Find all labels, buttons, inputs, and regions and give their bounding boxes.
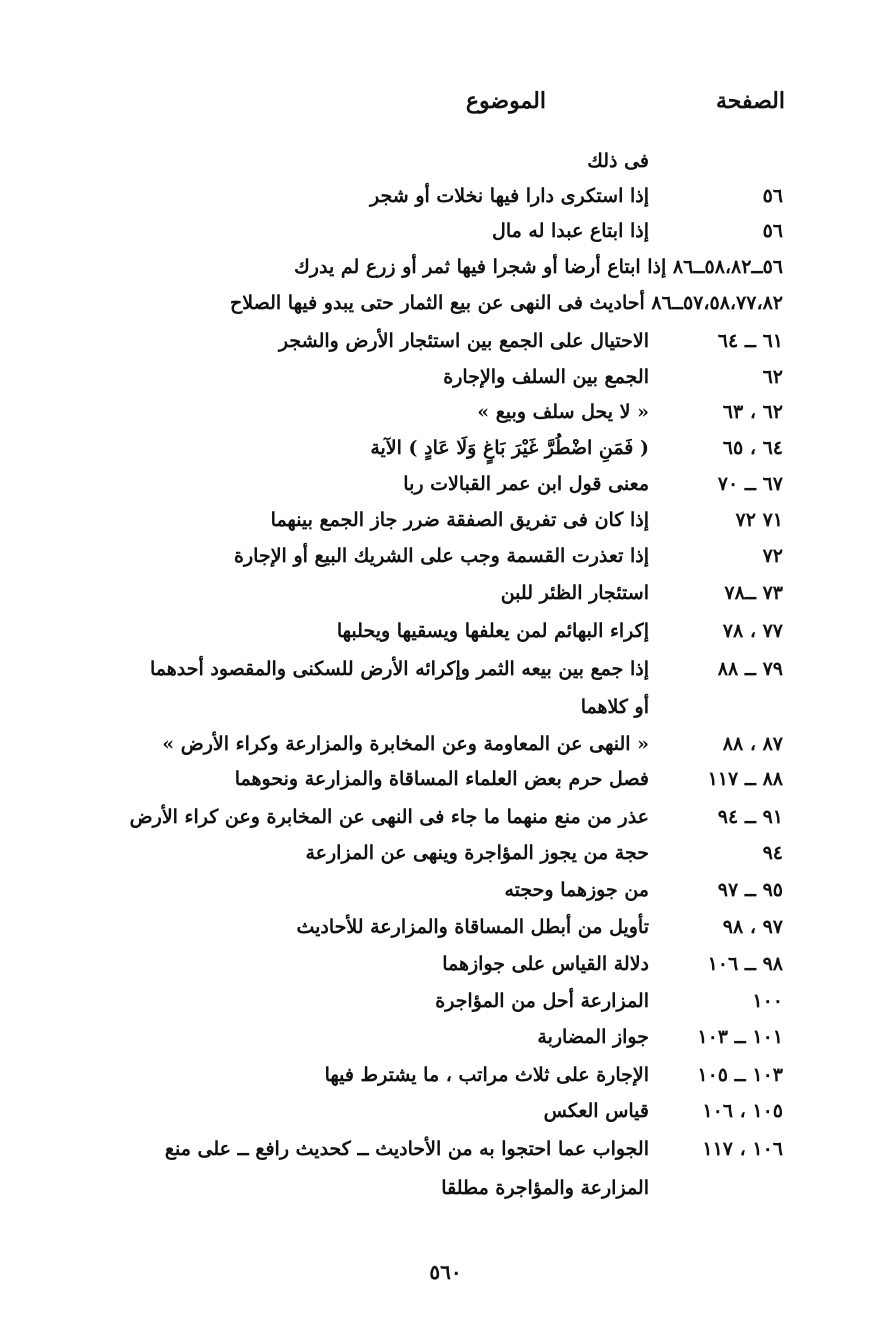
index-row: ٧٢ إذا تعذرت القسمة وجب على الشريك البيع أو الإجارة xyxy=(234,545,783,567)
index-row: ٦٢ ، ٦٣ « لا يحل سلف وبيع » xyxy=(477,401,783,423)
index-row: ٥٦ إذا ابتاع عبدا له مال xyxy=(492,220,783,242)
index-row: ٧١ ٧٢ إذا كان فى تفريق الصفقة ضرر جاز الجمع بينهما xyxy=(270,509,783,531)
index-row: ٧٧ ، ٧٨ إكراء البهائم لمن يعلفها ويسقيها ويحلبها xyxy=(336,620,783,642)
index-row-continuation: المزارعة والمؤاجرة مطلقا xyxy=(441,1177,649,1199)
column-header-topic: الموضوع xyxy=(465,88,546,114)
index-row: ١٠١ ــ ١٠٣ جواز المضاربة xyxy=(537,1026,783,1048)
index-row-continuation: أو كلاهما xyxy=(580,696,649,718)
index-row: ٦١ ــ ٦٤ الاحتيال على الجمع بين استئجار الأرض والشجر xyxy=(278,330,783,352)
index-row: ٧٣ ــ٧٨ استئجار الظئر للبن xyxy=(500,582,783,604)
column-header-page: الصفحة xyxy=(715,88,785,114)
index-row: ١٠٠ المزارعة أحل من المؤاجرة xyxy=(435,990,783,1012)
index-row: ١٠٦ ، ١١٧ الجواب عما احتجوا به من الأحاديث ــ كحديث رافع ــ على منع xyxy=(164,1138,783,1160)
index-row: ٧٩ ــ ٨٨ إذا جمع بين بيعه الثمر وإكرائه الأرض للسكنى والمقصود أحدهما xyxy=(150,658,783,680)
index-row: ٦٤ ، ٦٥ ( فَمَنِ اضْطُرَّ غَيْرَ بَاغٍ وَلَا عَادٍ ) الآية xyxy=(370,437,783,459)
index-row: ٩١ ــ ٩٤ عذر من منع منهما ما جاء فى النهى عن المخابرة وعن كراء الأرض xyxy=(129,806,783,828)
index-row: ٥٧،٥٨،٧٧،٨٢ــ٨٦ أحاديث فى النهى عن بيع الثمار حتى يبدو فيها الصلاح xyxy=(230,292,783,314)
index-row: ٩٧ ، ٩٨ تأويل من أبطل المساقاة والمزارعة للأحاديث xyxy=(296,916,783,938)
index-row: ٦٢ الجمع بين السلف والإجارة xyxy=(443,366,783,388)
index-row: ٨٧ ، ٨٨ « النهى عن المعاومة وعن المخابرة والمزارعة وكراء الأرض » xyxy=(162,733,783,755)
index-row: ١٠٥ ، ١٠٦ قياس العكس xyxy=(543,1100,783,1122)
index-row: ٥٦ إذا استكرى دارا فيها نخلات أو شجر xyxy=(370,185,783,207)
index-row: ١٠٣ ــ ١٠٥ الإجارة على ثلاث مراتب ، ما يشترط فيها xyxy=(324,1064,783,1086)
index-row: ٥٦ــ٥٨،٨٢ــ٨٦ إذا ابتاع أرضا أو شجرا فيها ثمر أو زرع لم يدرك xyxy=(294,256,783,278)
index-row: ٦٧ ــ ٧٠ معنى قول ابن عمر القبالات ربا xyxy=(403,473,783,495)
index-row: ٨٨ ــ ١١٧ فصل حرم بعض العلماء المساقاة والمزارعة ونحوهما xyxy=(234,768,783,790)
page-number: ٥٦٠ xyxy=(429,1260,462,1284)
index-row: ٩٥ ــ ٩٧ من جوزهما وحجته xyxy=(504,879,783,901)
index-row: فى ذلك xyxy=(587,150,649,172)
index-row: ٩٤ حجة من يجوز المؤاجرة وينهى عن المزارعة xyxy=(305,842,783,864)
index-row: ٩٨ ــ ١٠٦ دلالة القياس على جوازهما xyxy=(442,953,783,975)
